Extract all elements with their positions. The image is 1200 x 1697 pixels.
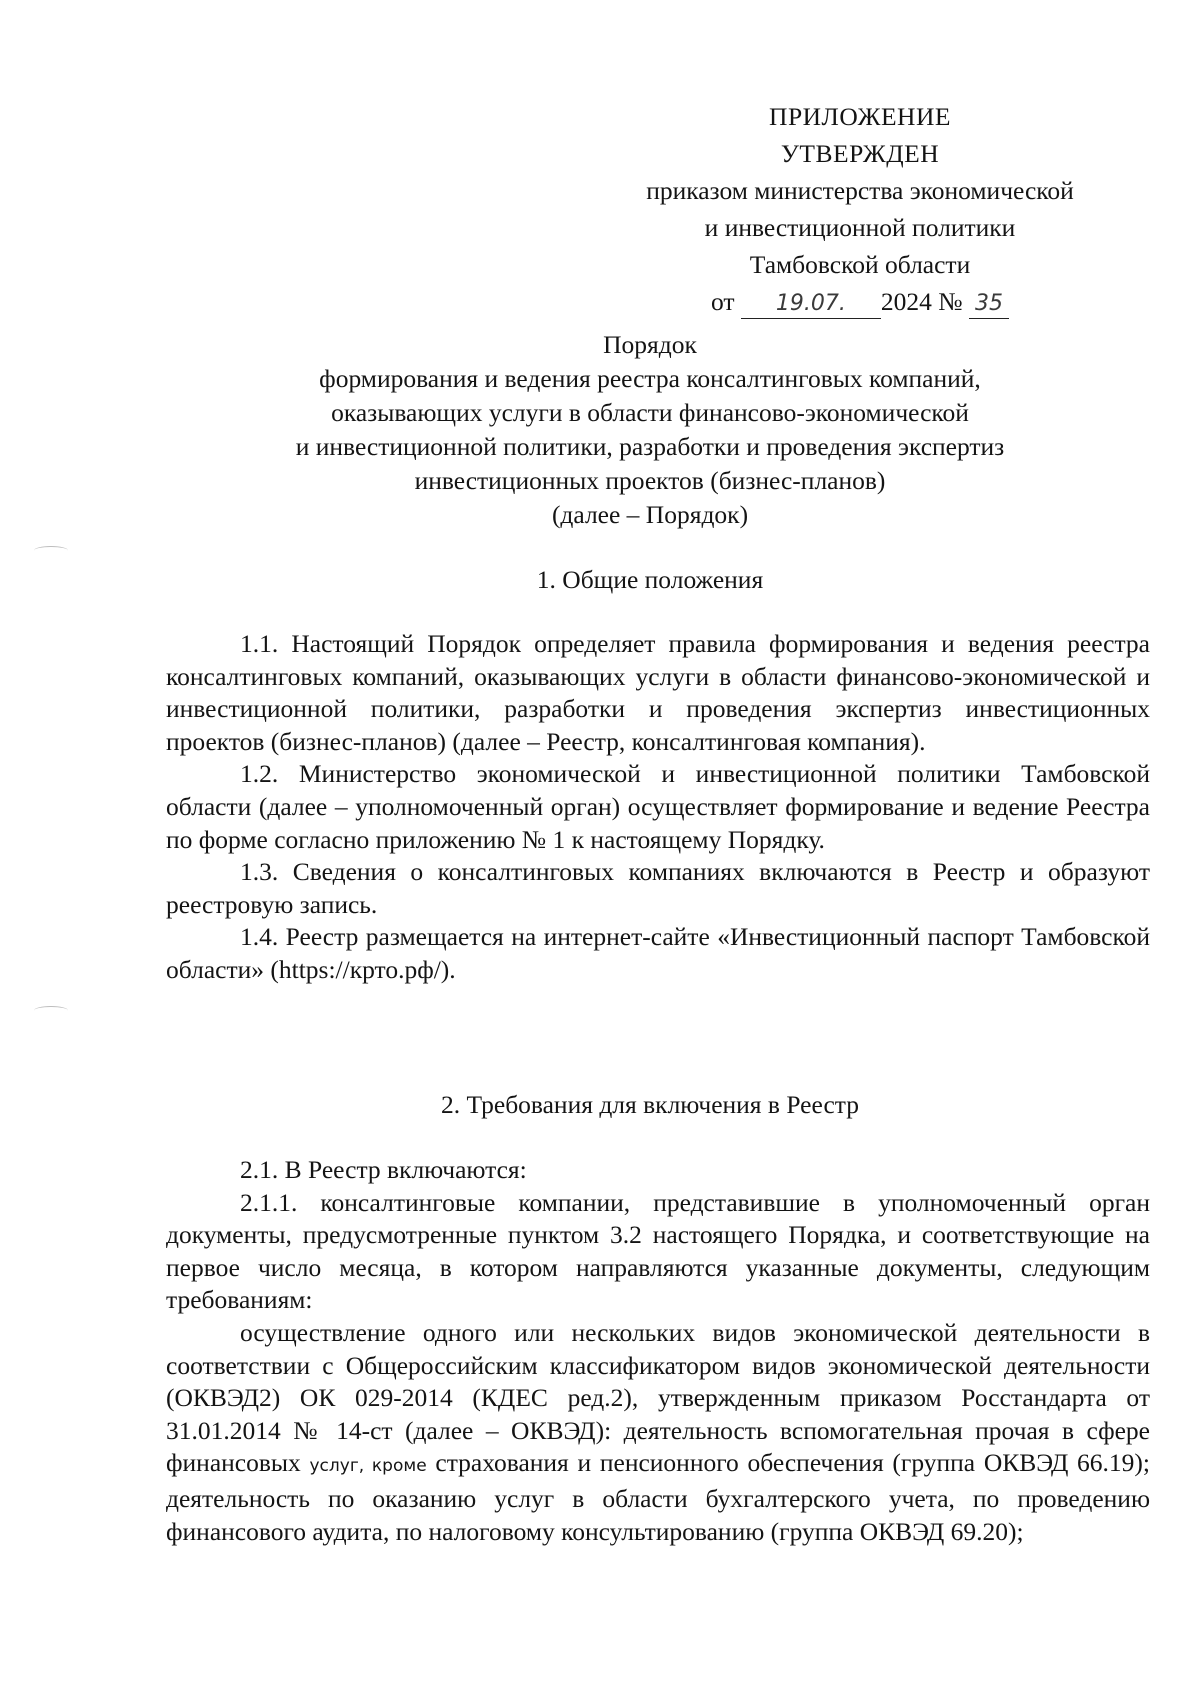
approval-date-line xyxy=(590,283,1130,320)
title-line: Порядок xyxy=(603,330,697,359)
title-line: формирования и ведения реестра консалтинговых компаний, xyxy=(319,364,981,393)
title-line: (далее – Порядок) xyxy=(551,500,749,529)
paragraph-2-1-1: 2.1.1. консалтинговые компании, представившие в уполномоченный орган документы, предусмотренные пунктом 3.2 настоящего Порядка, и соответствующие на первое число месяца, в котором направляются указанные документы, следующим требованиям: xyxy=(166,1187,1150,1315)
paragraph-1-1: 1.1. Настоящий Порядок определяет правила формирования и ведения реестра консалтинговых компаний, оказывающих услуги в области финансово-экономической и инвестиционной политики, разработки и проведения экспертиз инвестиционных проектов (бизнес-планов) (далее – Реестр, консалтинговая компания). xyxy=(166,629,1150,756)
approval-ministry-line: и инвестиционной политики xyxy=(704,213,1016,242)
section-2-body xyxy=(166,1154,1150,1548)
requirements-small-text: услуг, кроме xyxy=(309,1456,427,1477)
scan-mark xyxy=(34,1006,68,1015)
section-2-heading: 2. Требования для включения в Реестр xyxy=(441,1090,859,1119)
document-title xyxy=(170,328,1130,532)
title-line: инвестиционных проектов (бизнес-планов) xyxy=(414,466,886,495)
approval-approved-label: УТВЕРЖДЕН xyxy=(780,139,940,168)
approval-order-line: приказом министерства экономической xyxy=(646,176,1074,205)
paragraph-1-3: 1.3. Сведения о консалтинговых компаниях включаются в Реестр и образуют реестровую запись. xyxy=(166,857,1150,919)
section-1-heading: 1. Общие положения xyxy=(536,565,764,594)
date-prefix: от xyxy=(710,287,735,316)
section-1-body xyxy=(166,628,1150,987)
title-line: и инвестиционной политики, разработки и проведения экспертиз xyxy=(295,432,1005,461)
handwritten-number: 35 xyxy=(969,290,1009,319)
approval-appendix-label: ПРИЛОЖЕНИЕ xyxy=(769,102,951,131)
requirements-text-part2: страхования и пенсионного обеспечения (группа ОКВЭД 66.19); деятельность по оказанию услуг в области бухгалтерского учета, по проведению финансового аудита, по налоговому консультированию (группа ОКВЭД 69.20); xyxy=(166,1448,1150,1546)
handwritten-date: 19.07. xyxy=(741,290,881,319)
approval-region-line: Тамбовской области xyxy=(749,250,971,279)
date-year: 2024 № xyxy=(880,287,963,316)
requirements-text-part1: осуществление одного или нескольких видов экономической деятельности в соответствии с Общероссийским классификатором видов экономической деятельности (ОКВЭД2) ОК 029-2014 (КДЕС ред.2), утвержденным приказом Росстандарта от 31.01.2014 № 14-ст (далее – ОКВЭД): деятельность вспомогательная прочая в сфере финансовых xyxy=(166,1317,1150,1478)
paragraph-2-1-1-requirements xyxy=(166,1317,1150,1548)
scan-mark xyxy=(34,546,68,555)
title-line: оказывающих услуги в области финансово-экономической xyxy=(331,398,969,427)
paragraph-1-2: 1.2. Министерство экономической и инвестиционной политики Тамбовской области (далее – уполномоченный орган) осуществляет формирование и ведение Реестра по форме согласно приложению № 1 к настоящему Порядку. xyxy=(166,759,1150,854)
approval-block xyxy=(590,98,1130,320)
paragraph-1-4: 1.4. Реестр размещается на интернет-сайте «Инвестиционный паспорт Тамбовской области» (https://крто.рф/). xyxy=(166,922,1150,984)
paragraph-2-1: 2.1. В Реестр включаются: xyxy=(240,1155,527,1184)
